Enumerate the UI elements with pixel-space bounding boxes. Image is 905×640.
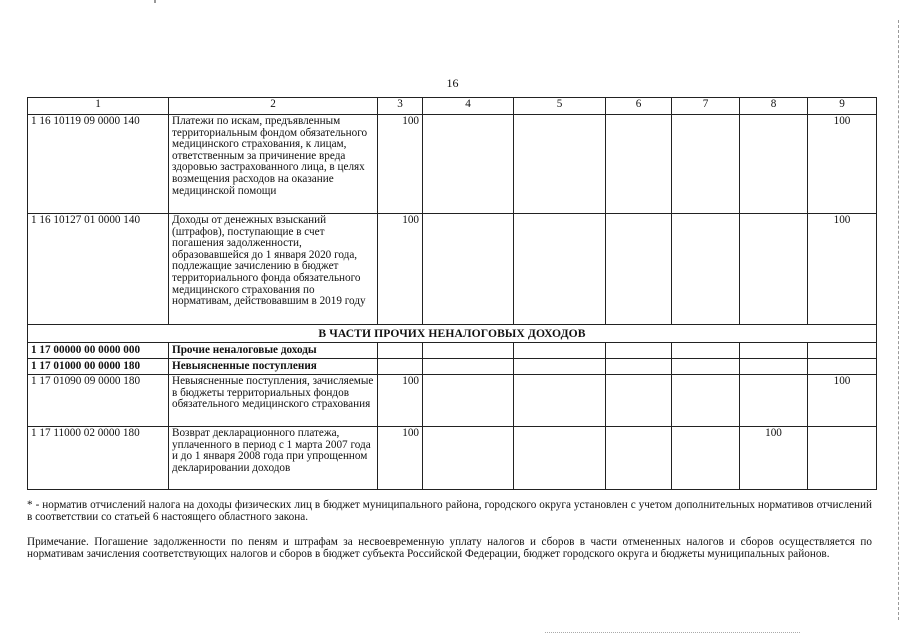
budget-code: 1 16 10119 09 0000 140 — [28, 115, 169, 214]
norm-cell — [378, 359, 423, 375]
norm-cell — [423, 214, 514, 325]
column-header: 2 — [169, 98, 378, 115]
norm-cell — [672, 115, 740, 214]
table-row — [28, 115, 877, 214]
norm-cell — [672, 427, 740, 490]
table-row — [28, 343, 877, 359]
norm-cell — [808, 343, 877, 359]
norm-cell — [740, 359, 808, 375]
table-row — [28, 427, 877, 490]
norm-cell — [514, 214, 606, 325]
revenue-name: Невыясненные поступления, зачисляемые в бюджеты территориальных фондов обязательного медицинского страхования — [169, 375, 378, 427]
revenue-name: Прочие неналоговые доходы — [169, 343, 378, 359]
budget-code: 1 16 10127 01 0000 140 — [28, 214, 169, 325]
budget-code: 1 17 11000 02 0000 180 — [28, 427, 169, 490]
column-header: 8 — [740, 98, 808, 115]
footnote-asterisk: * - норматив отчислений налога на доходы физических лиц в бюджет муниципального района, городского округа установлен с учетом дополнительных нормативов отчислений в соответствии со статьей 6 настоящего областного закона. — [27, 499, 872, 524]
norm-cell — [808, 359, 877, 375]
column-header: 1 — [28, 98, 169, 115]
column-header: 4 — [423, 98, 514, 115]
revenue-name: Возврат декларационного платежа, уплаченного в период с 1 марта 2007 года и до 1 января 2008 года при упрощенном декларировании доходов — [169, 427, 378, 490]
revenue-name: Доходы от денежных взысканий (штрафов), поступающие в счет погашения задолженности, образовавшейся до 1 января 2020 года, подлежащие зачислению в бюджет территориального фонда обязательного медицинского страхования по нормативам, действовавшим в 2019 году — [169, 214, 378, 325]
norm-cell — [606, 427, 672, 490]
norm-cell — [514, 115, 606, 214]
norm-cell — [606, 375, 672, 427]
column-header: 9 — [808, 98, 877, 115]
revenue-name: Невыясненные поступления — [169, 359, 378, 375]
norm-cell — [514, 427, 606, 490]
table-row — [28, 375, 877, 427]
norm-cell — [423, 427, 514, 490]
norm-cell — [672, 214, 740, 325]
norm-cell — [740, 214, 808, 325]
column-header: 7 — [672, 98, 740, 115]
norm-cell — [606, 343, 672, 359]
norm-cell — [740, 375, 808, 427]
footnote-note: Примечание. Погашение задолженности по пеням и штрафам за несвоевременную уплату налогов и сборов в части отмененных налогов и сборов осуществляется по нормативам зачисления соответствующих налогов и сборов в бюджет субъекта Российской Федерации, бюджет городского округа и бюджеты муниципальных районов. — [27, 536, 872, 561]
norm-cell: 100 — [808, 214, 877, 325]
norm-cell — [672, 359, 740, 375]
norm-cell — [740, 343, 808, 359]
norm-cell — [378, 343, 423, 359]
norm-cell: 100 — [378, 375, 423, 427]
norm-cell — [808, 427, 877, 490]
section-title: В ЧАСТИ ПРОЧИХ НЕНАЛОГОВЫХ ДОХОДОВ — [28, 325, 877, 343]
norm-cell: 100 — [378, 214, 423, 325]
table-header-row — [28, 98, 877, 115]
revenue-name: Платежи по искам, предъявленным территориальным фондом обязательного медицинского страхования, к лицам, ответственным за причинение вреда здоровью застрахованного лица, в целях возмещения расходов на оказание медицинской помощи — [169, 115, 378, 214]
norm-cell — [514, 359, 606, 375]
budget-code: 1 17 01090 09 0000 180 — [28, 375, 169, 427]
column-header: 6 — [606, 98, 672, 115]
norm-cell: 100 — [740, 427, 808, 490]
norm-cell — [423, 375, 514, 427]
norm-cell — [606, 359, 672, 375]
scan-edge-artifact — [898, 20, 899, 620]
norm-cell — [514, 375, 606, 427]
norm-cell — [423, 343, 514, 359]
norm-cell — [672, 343, 740, 359]
norm-cell: 100 — [378, 427, 423, 490]
column-header: 3 — [378, 98, 423, 115]
norm-cell — [514, 343, 606, 359]
section-header-row — [28, 325, 877, 343]
table-row — [28, 359, 877, 375]
norm-cell — [423, 115, 514, 214]
norm-cell: 100 — [808, 375, 877, 427]
budget-code: 1 17 01000 00 0000 180 — [28, 359, 169, 375]
page-number: 16 — [446, 76, 459, 90]
column-header: 5 — [514, 98, 606, 115]
norm-cell — [606, 214, 672, 325]
norm-cell — [606, 115, 672, 214]
norm-cell — [672, 375, 740, 427]
budget-code: 1 17 00000 00 0000 000 — [28, 343, 169, 359]
table-row — [28, 214, 877, 325]
norm-cell — [423, 359, 514, 375]
revenue-norms-table — [27, 97, 877, 490]
norm-cell: 100 — [808, 115, 877, 214]
norm-cell — [740, 115, 808, 214]
scan-artifact — [154, 0, 156, 3]
norm-cell: 100 — [378, 115, 423, 214]
scan-artifact — [545, 632, 800, 633]
